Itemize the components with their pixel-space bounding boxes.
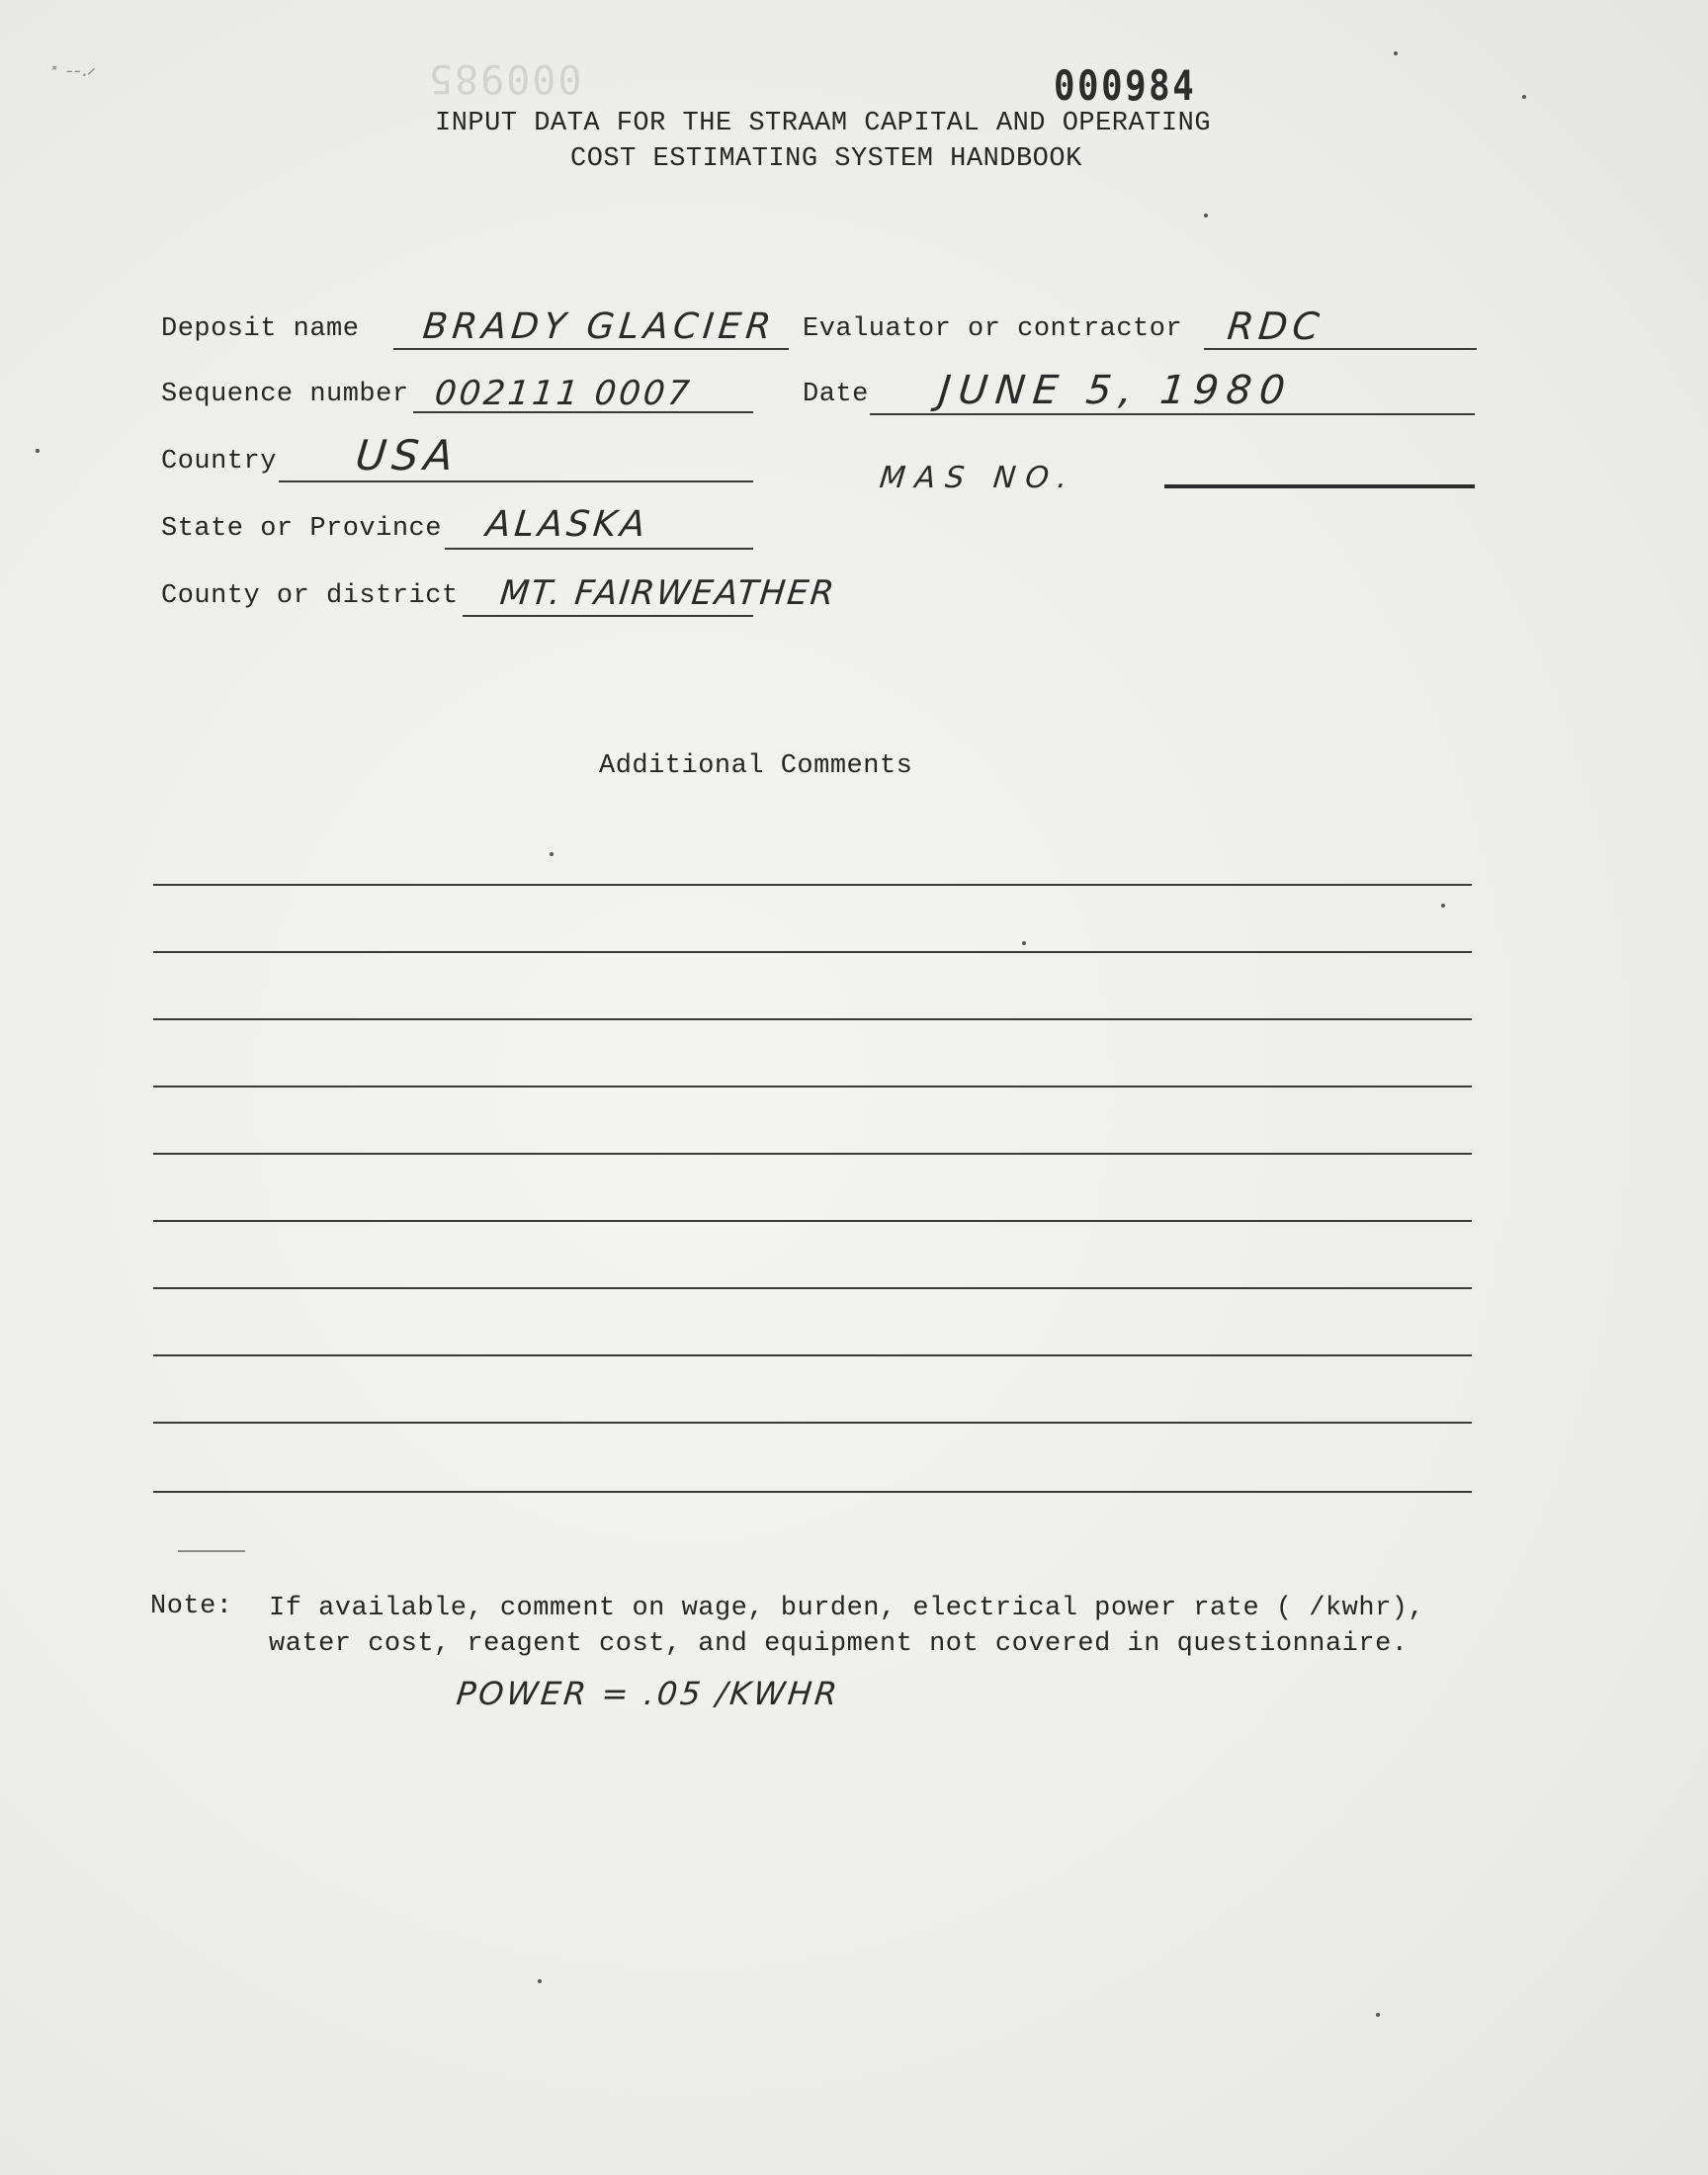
state-value: ALASKA — [483, 504, 651, 545]
faded-stamp-number: 000985 — [427, 55, 582, 101]
note-handwritten: POWER = .05 /KWHR — [455, 1675, 842, 1712]
mas-no-label: MAS NO. — [878, 461, 1079, 495]
scan-speck — [1522, 95, 1526, 99]
scan-speck — [1204, 214, 1208, 218]
date-label: Date — [803, 380, 869, 409]
comments-heading: Additional Comments — [599, 751, 913, 781]
evaluator-label: Evaluator or contractor — [803, 314, 1183, 344]
sequence-number-label: Sequence number — [161, 380, 409, 409]
note-line-1: If available, comment on wage, burden, electrical power rate ( /kwhr), — [269, 1594, 1425, 1623]
comment-line — [153, 1354, 1472, 1356]
scan-speck — [1394, 51, 1398, 55]
comment-line — [153, 951, 1472, 953]
scan-speck — [550, 852, 554, 856]
note-label: Note: — [150, 1592, 233, 1621]
date-line — [870, 413, 1475, 415]
scan-speck — [1441, 904, 1445, 908]
deposit-name-line — [393, 348, 789, 350]
country-line — [279, 480, 753, 482]
evaluator-value: RDC — [1225, 304, 1326, 348]
county-line — [463, 615, 753, 617]
comment-line — [153, 884, 1472, 886]
note-line-2: water cost, reagent cost, and equipment not covered in questionnaire. — [269, 1629, 1409, 1659]
comment-line — [153, 1220, 1472, 1222]
corner-scribble: ˟ ᐨᐨ·ᐟ — [49, 63, 96, 87]
evaluator-line — [1204, 348, 1477, 350]
stamp-number: 000984 — [1054, 61, 1197, 110]
comment-line — [153, 1491, 1472, 1493]
scan-speck — [1376, 2013, 1380, 2017]
deposit-name-label: Deposit name — [161, 314, 360, 344]
stray-mark — [178, 1550, 245, 1552]
scan-speck — [538, 1979, 542, 1983]
scan-speck — [36, 449, 40, 453]
comment-line — [153, 1018, 1472, 1020]
comment-line — [153, 1287, 1472, 1289]
country-value: USA — [353, 431, 462, 479]
comment-line — [153, 1086, 1472, 1088]
comment-line — [153, 1153, 1472, 1155]
country-label: Country — [161, 447, 277, 477]
date-value: JUNE 5, 1980 — [936, 368, 1296, 413]
deposit-name-value: BRADY GLACIER — [420, 306, 778, 347]
county-label: County or district — [161, 581, 459, 611]
header-line-1: INPUT DATA FOR THE STRAAM CAPITAL AND OPERATING — [435, 109, 1212, 138]
comment-line — [153, 1422, 1472, 1424]
mas-no-line — [1164, 484, 1475, 488]
header-line-2: COST ESTIMATING SYSTEM HANDBOOK — [570, 144, 1082, 174]
sequence-number-value: 002111 0007 — [432, 374, 695, 413]
scan-speck — [1022, 941, 1026, 945]
state-line — [445, 548, 753, 550]
state-label: State or Province — [161, 514, 442, 544]
county-value: MT. FAIRWEATHER — [497, 573, 838, 613]
